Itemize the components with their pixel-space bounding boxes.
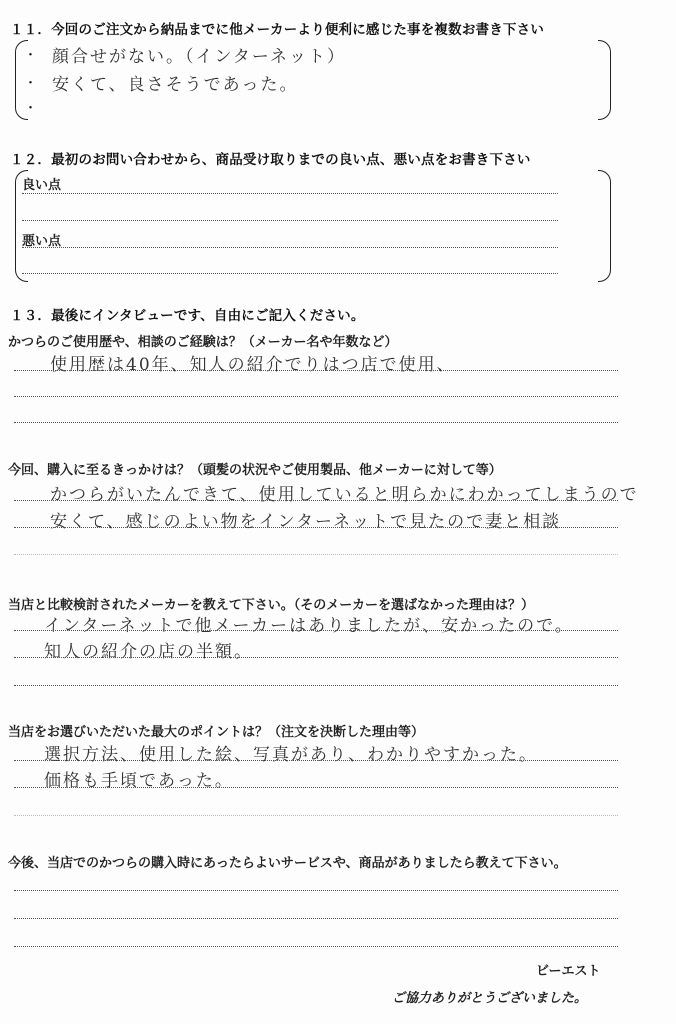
bullet: ・ bbox=[24, 101, 38, 116]
q11-heading: １１．今回のご注文から納品までに他メーカーより便利に感じた事を複数お書き下さい bbox=[10, 22, 545, 38]
interview-answer: 知人の紹介の店の半額。 bbox=[44, 642, 253, 662]
interview-answer: 価格も手頃であった。 bbox=[44, 771, 234, 791]
answer-line bbox=[14, 946, 618, 947]
interview-answer: かつらがいたんできて、使用していると明らかにわかってしまうので bbox=[50, 485, 639, 505]
bullet: ・ bbox=[24, 76, 38, 91]
q12-heading: １２．最初のお問い合わせから、商品受け取りまでの良い点、悪い点をお書き下さい bbox=[10, 152, 531, 168]
answer-line bbox=[14, 527, 618, 528]
interview-question: 今回、購入に至るきっかけは？（頭髪の状況やご使用製品、他メーカーに対して等） bbox=[8, 463, 502, 478]
answer-line bbox=[22, 220, 558, 221]
bad-points-label: 悪い点 bbox=[22, 234, 62, 249]
interview-answer: 安くて、感じのよい物をインターネットで見たので妻と相談 bbox=[50, 512, 562, 532]
interview-question: 今後、当店でのかつらの購入時にあったらよいサービスや、商品がありましたら教えて下さい。 bbox=[8, 856, 567, 871]
thanks-message: ご協力ありがとうございました。 bbox=[392, 991, 588, 1006]
answer-line bbox=[22, 193, 558, 194]
answer-line bbox=[14, 630, 618, 631]
interview-answer: 選択方法、使用した絵、写真があり、わかりやすかった。 bbox=[44, 745, 538, 765]
answer-line bbox=[14, 657, 618, 658]
answer-line bbox=[14, 685, 618, 686]
q13-heading: １３．最後にインタビューです、自由にご記入ください。 bbox=[10, 308, 365, 324]
answer-line bbox=[14, 500, 618, 501]
answer-line bbox=[14, 787, 618, 788]
answer-line bbox=[14, 396, 618, 397]
good-points-label: 良い点 bbox=[22, 178, 62, 193]
interview-answer: 使用歴は40年、知人の紹介でりはつ店で使用、 bbox=[50, 355, 456, 375]
q11-answer-1: 顔合せがない。（インターネット） bbox=[52, 47, 346, 67]
answer-line bbox=[14, 890, 618, 891]
interview-question: 当店をお選びいただいた最大のポイントは？（注文を決断した理由等） bbox=[8, 725, 425, 740]
bracket-right bbox=[598, 40, 611, 120]
company-name: ビーエスト bbox=[536, 964, 601, 979]
answer-line bbox=[22, 273, 558, 274]
interview-answer: インターネットで他メーカーはありましたが、安かったので。 bbox=[44, 616, 574, 636]
answer-line bbox=[14, 554, 618, 555]
bracket-right bbox=[598, 170, 611, 282]
answer-line bbox=[14, 760, 618, 761]
answer-line bbox=[14, 422, 618, 423]
interview-question: 当店と比較検討されたメーカーを教えて下さい。（そのメーカーを選ばなかった理由は？） bbox=[8, 598, 534, 613]
answer-line bbox=[14, 815, 618, 816]
q11-answer-2: 安くて、良さそうであった。 bbox=[52, 75, 299, 95]
answer-line bbox=[22, 247, 558, 248]
answer-line bbox=[14, 370, 618, 371]
bullet: ・ bbox=[24, 48, 38, 63]
interview-question: かつらのご使用歴や、相談のご経験は？（メーカー名や年数など） bbox=[8, 335, 398, 350]
answer-line bbox=[14, 918, 618, 919]
